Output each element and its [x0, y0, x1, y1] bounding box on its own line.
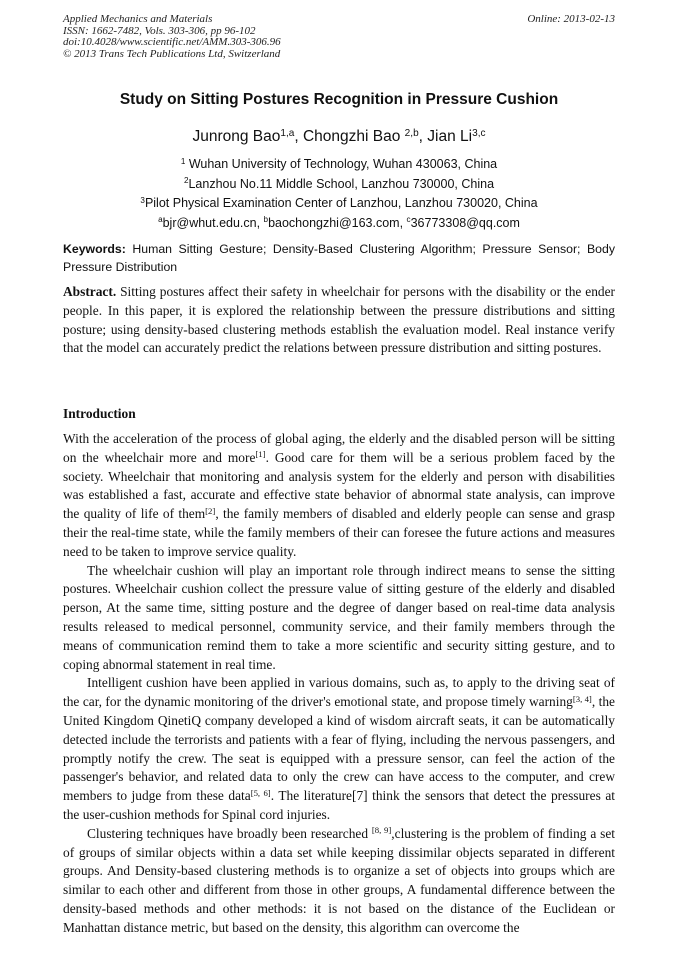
affiliation-line — [63, 155, 615, 175]
paragraph — [63, 825, 615, 938]
text-run: Clustering techniques have broadly been researched — [87, 825, 372, 841]
affiliation-text: Lanzhou No.11 Middle School, Lanzhou 730000, China — [188, 176, 495, 191]
affiliation-superscript: 3 — [140, 195, 145, 205]
paragraph: The wheelchair cushion will play an important role through indirect means to sense the sitting postures. Wheelchair cushion collect the pressure value of sitting gesture of the elderly and disabled person, At the same time, sitting posture and the degree of danger based on real-time data analysis results released to medical personnel, community service, and their family members through the means of communication remind them to take a more scientific and security sitting gesture, and to coping abnormal statement in real time. — [63, 562, 615, 672]
author-name: Chongzhi Bao — [302, 128, 405, 145]
paper-title: Study on Sitting Postures Recognition in Pressure Cushion — [119, 91, 559, 108]
text-run: Intelligent cushion have been applied in various domains, such as, to apply to the driving seat of the car, for the dynamic monitoring of the driver's emotional state, and propose timely warning — [63, 675, 615, 710]
author-superscript: 2,b — [404, 127, 419, 139]
affiliations — [63, 155, 615, 233]
abstract-block — [63, 283, 615, 358]
author-list — [63, 128, 615, 146]
copyright-line: © 2013 Trans Tech Publications Ltd, Switzerland — [63, 47, 281, 60]
email-superscript: b — [263, 215, 269, 225]
text-run: . Good care for them will be a serious problem faced by the society. Wheelchair that monitoring and analysis system for the elderly and person with disabilities was established a fast, accurate and effective state behavior of abnormal state analysis, can improve the quality of life of them — [63, 449, 615, 522]
paragraph — [63, 674, 615, 824]
abstract-label: Abstract. — [63, 284, 117, 299]
keywords-block — [63, 240, 615, 276]
affiliation-text: Wuhan University of Technology, Wuhan 430063, China — [185, 157, 498, 171]
email-link[interactable]: 36773308@qq.com — [410, 215, 520, 230]
author-name: Jian Li — [427, 128, 473, 145]
text-run: . The literature[7] think the sensors that detect the pressures at the user-cushion methods for Spinal cord injuries. — [63, 788, 615, 822]
citation[interactable]: [5, 6] — [250, 787, 271, 798]
abstract-text: Sitting postures affect their safety in wheelchair for persons with the disability or the ender people. In this paper, it is explored the relationship between the pressure distributions and sitting posture; using density-based clustering methods establish the evaluation model. Real instance verify that the model can accurately predict the relations between pressure distribution and sitting postures. — [63, 284, 615, 356]
journal-name: Applied Mechanics and Materials — [63, 13, 213, 25]
email-superscript: c — [406, 215, 411, 225]
text-run: , the United Kingdom QinetiQ company developed a kind of wisdom aircraft seats, it can be automatically detected include the terrorists and patients with a fear of flying, including the nervous passengers, and promptly notify the crew. The seat is equipped with a pressure sensor, can feel the action of the passenger's behavior, and related data to only the crew can have access to the computer, and crew members to judge from these data — [63, 694, 615, 804]
text-run: ,clustering is the problem of finding a set of groups of similar objects within a data set while keeping dissimilar objects separated in different groups. And Density-based clustering methods is to organize a set of objects into groups which are similar to each other and different from those in other groups, A fundamental difference between the density-based methods and other methods: it is not based on the distance of the Euclidean or Manhattan distance metric, but based on the density, this algorithm can overcome the — [63, 825, 616, 935]
email-link[interactable]: baochongzhi@163.com, — [268, 215, 407, 230]
affiliation-superscript: 1 — [180, 156, 186, 166]
citation[interactable]: [3, 4] — [572, 693, 592, 704]
doi-line: doi:10.4028/www.scientific.net/AMM.303-306.96 — [63, 36, 281, 48]
text-run: With the acceleration of the process of global aging, the elderly and the disabled person will be sitting on the wheelchair more and more — [63, 431, 615, 465]
citation[interactable]: [8, 9] — [371, 825, 392, 836]
email-superscript: a — [158, 215, 163, 225]
citation[interactable]: [2] — [205, 505, 216, 516]
paragraph — [63, 430, 615, 562]
affiliation-line — [63, 175, 615, 195]
section-heading-introduction: Introduction — [63, 406, 136, 421]
author-superscript: 1,a — [280, 127, 295, 139]
citation[interactable]: [1] — [255, 449, 266, 460]
affiliation-line — [63, 194, 615, 214]
separator: , — [418, 128, 428, 145]
affiliation-superscript: 2 — [183, 176, 189, 186]
introduction-body — [63, 430, 615, 938]
separator: , — [294, 128, 303, 145]
issn-line: ISSN: 1662-7482, Vols. 303-306, pp 96-102 — [63, 24, 256, 37]
author-name: Junrong Bao — [192, 128, 281, 145]
author-superscript: 3,c — [472, 127, 486, 139]
keywords-label: Keywords: — [63, 242, 126, 256]
journal-header — [63, 14, 281, 60]
keywords-text: Human Sitting Gesture; Density-Based Clustering Algorithm; Pressure Sensor; Body Pressure Distribution — [63, 242, 615, 274]
email-line — [63, 214, 615, 234]
affiliation-text: Pilot Physical Examination Center of Lanzhou, Lanzhou 730020, China — [144, 196, 538, 210]
online-date: Online: 2013-02-13 — [527, 13, 615, 25]
email-link[interactable]: bjr@whut.edu.cn, — [162, 215, 264, 230]
text-run: , the family members of disabled and elderly people can sense and grasp their the real-time state, while the family members of their can foresee the future actions and measures need to be taken to improve service quality. — [63, 506, 615, 559]
